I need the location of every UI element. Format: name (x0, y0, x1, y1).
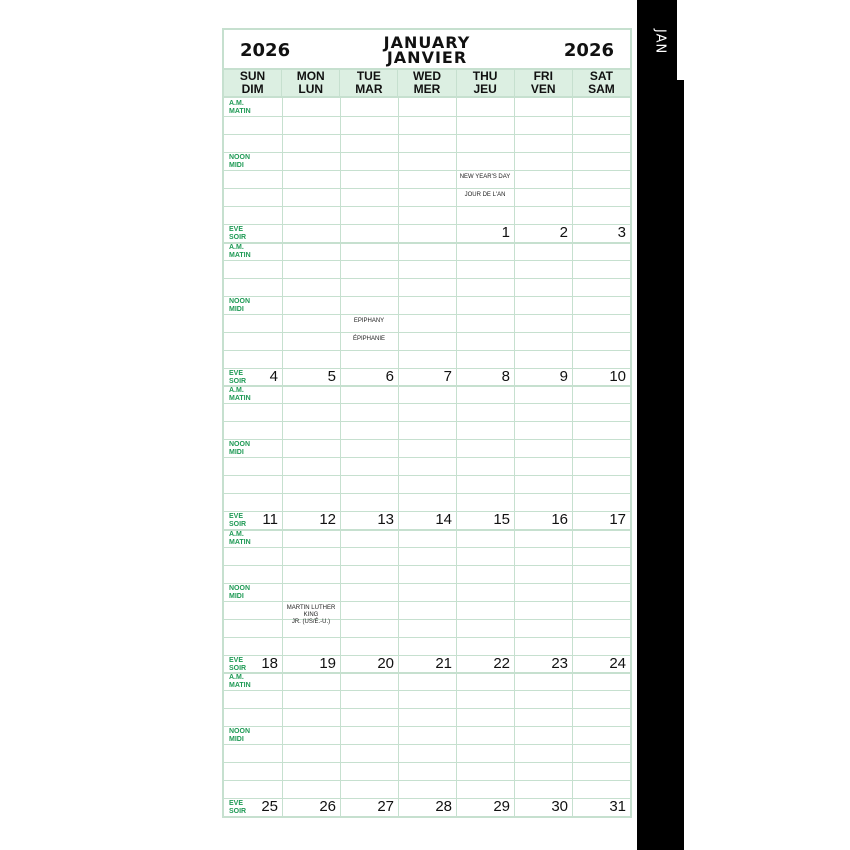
week-divider (224, 242, 630, 244)
hour-line (224, 762, 630, 763)
hour-line (224, 708, 630, 709)
date-number[interactable]: 27 (377, 798, 394, 816)
date-number[interactable]: 7 (443, 367, 452, 385)
hour-line (224, 547, 630, 548)
day-name-fr: JEU (473, 82, 497, 96)
day-name-fr: MER (413, 82, 441, 96)
date-number[interactable]: 4 (269, 367, 278, 385)
hour-line (224, 601, 630, 602)
eve-label: EVE SOIR (229, 369, 247, 385)
holiday-name-en: EPIPHANY (353, 317, 385, 324)
noon-label: NOON MIDI (229, 728, 250, 744)
date-number[interactable]: 3 (617, 224, 626, 241)
date-number[interactable]: 31 (609, 798, 626, 816)
holiday-name-en: NEW YEAR'S DAY (459, 174, 511, 180)
day-header-wed (397, 70, 455, 96)
date-number[interactable]: 19 (319, 654, 336, 672)
date-number[interactable]: 24 (609, 654, 626, 672)
eve-label: EVE SOIR (229, 513, 247, 529)
day-name-en: MON (296, 69, 325, 83)
am-label: A.M. MATIN (229, 387, 251, 403)
eve-label: EVE SOIR (229, 800, 247, 816)
day-name-en: SUN (239, 69, 266, 83)
hour-line (224, 260, 630, 261)
hour-line (224, 350, 630, 351)
date-number[interactable]: 26 (319, 798, 336, 816)
hour-line (224, 421, 630, 422)
hour-line (224, 565, 630, 566)
holiday-name-en: MARTIN LUTHER KING (286, 604, 336, 618)
day-name-en: SAT (589, 69, 613, 83)
date-number[interactable]: 13 (377, 511, 394, 529)
day-name-fr: MAR (355, 82, 383, 96)
hour-line (224, 780, 630, 781)
date-number[interactable]: 5 (327, 367, 336, 385)
hour-line (224, 690, 630, 691)
day-name-en: THU (472, 69, 498, 83)
date-number[interactable]: 29 (493, 798, 510, 816)
date-number[interactable]: 28 (435, 798, 452, 816)
date-number[interactable]: 15 (493, 511, 510, 529)
hour-line (224, 188, 630, 189)
eve-label: EVE SOIR (229, 656, 247, 672)
date-number[interactable]: 10 (609, 367, 626, 385)
calendar-grid (224, 98, 630, 816)
day-name-fr: LUN (298, 82, 324, 96)
day-name-en: TUE (356, 69, 381, 83)
hour-line (224, 134, 630, 135)
date-number[interactable]: 11 (262, 511, 278, 529)
day-header-mon (281, 70, 339, 96)
hour-line (224, 278, 630, 279)
date-number[interactable]: 17 (609, 511, 626, 529)
hour-line (224, 439, 630, 440)
holiday-name-fr: ÉPIPHANIE (352, 335, 385, 342)
day-header-sat (572, 70, 630, 96)
noon-label: NOON MIDI (229, 441, 250, 457)
day-name-en: WED (412, 69, 441, 83)
holiday-note (458, 174, 512, 199)
date-number[interactable]: 22 (493, 654, 510, 672)
holiday-note (342, 318, 396, 343)
holiday-name-fr: JOUR DE L'AN (464, 192, 506, 198)
hour-line (224, 314, 630, 315)
date-number[interactable]: 18 (261, 654, 278, 672)
hour-line (224, 403, 630, 404)
eve-label: EVE SOIR (229, 226, 247, 241)
week-divider (224, 672, 630, 674)
month-tab-label[interactable]: JAN (652, 29, 668, 55)
hour-line (224, 744, 630, 745)
month-title-en: JANUARY (383, 33, 471, 52)
holiday-note (284, 605, 338, 626)
year-right: 2026 (563, 40, 614, 61)
date-number[interactable]: 21 (435, 654, 452, 672)
hour-line (224, 206, 630, 207)
month-title-fr: JANVIER (386, 48, 468, 67)
noon-label: NOON MIDI (229, 154, 250, 169)
day-name-fr: SAM (588, 82, 615, 96)
day-header-thu (456, 70, 514, 96)
hour-line (224, 296, 630, 297)
date-number[interactable]: 25 (261, 798, 278, 816)
noon-label: NOON MIDI (229, 297, 250, 313)
holiday-name-fr: JR. (US/É.-U.) (291, 618, 331, 625)
day-name-fr: VEN (530, 82, 556, 96)
am-label: A.M. MATIN (229, 243, 251, 259)
day-name-fr: DIM (241, 82, 264, 96)
hour-line (224, 475, 630, 476)
noon-label: NOON MIDI (229, 584, 250, 600)
hour-line (224, 637, 630, 638)
hour-line (224, 457, 630, 458)
day-header-tue (339, 70, 397, 96)
hour-line (224, 152, 630, 153)
hour-line (224, 726, 630, 727)
day-header-sun (224, 70, 281, 96)
month-tab-notch (644, 80, 684, 850)
date-number[interactable]: 9 (559, 367, 568, 385)
hour-line (224, 170, 630, 171)
date-number[interactable]: 8 (501, 367, 510, 385)
day-header-fri (514, 70, 572, 96)
week-divider (224, 529, 630, 531)
date-number[interactable]: 30 (551, 798, 568, 816)
date-number[interactable]: 1 (501, 224, 510, 241)
day-header-row (224, 68, 630, 98)
hour-line (224, 116, 630, 117)
hour-line (224, 583, 630, 584)
date-number[interactable]: 6 (385, 367, 394, 385)
date-number[interactable]: 2 (559, 224, 568, 241)
hour-line (224, 493, 630, 494)
date-number[interactable]: 23 (551, 654, 568, 672)
year-left: 2026 (240, 40, 291, 61)
date-number[interactable]: 16 (551, 511, 568, 529)
am-label: A.M. MATIN (229, 530, 251, 546)
hour-line (224, 332, 630, 333)
day-name-en: FRI (533, 69, 553, 83)
date-number[interactable]: 14 (435, 511, 452, 529)
date-number[interactable]: 12 (319, 511, 336, 529)
week-divider (224, 385, 630, 387)
date-number[interactable]: 20 (377, 654, 394, 672)
am-label: A.M. MATIN (229, 674, 251, 690)
calendar-page (222, 28, 632, 818)
am-label: A.M. MATIN (229, 100, 251, 115)
